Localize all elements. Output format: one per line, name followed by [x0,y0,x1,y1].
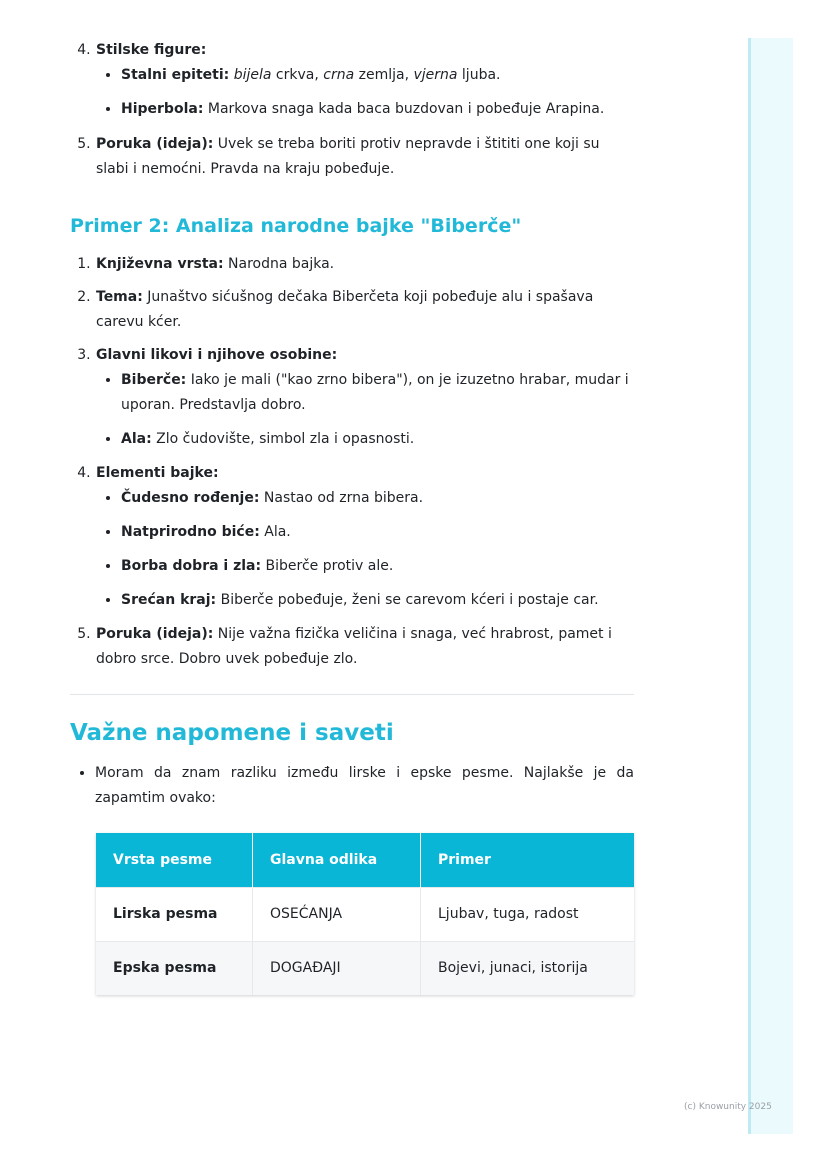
item-text: Nastao od zrna bibera. [259,490,424,506]
table-cell [96,888,253,942]
list-item [121,63,634,88]
item-text: Biberče protiv ale. [261,558,394,574]
list-item [121,520,634,545]
list-item: • Moram da znam razliku između lirske i epske pesme. Najlakše je da zapamtim ovako: [95,761,634,811]
table-cell: Bojevi, junaci, istorija [421,942,635,996]
item-label: Ala: [121,431,152,447]
comparison-table [96,833,634,995]
item-text: Markova snaga kada baca buzdovan i pobeđuje Arapina. [203,101,605,117]
table-header-cell: Primer [421,833,635,888]
footer-copyright: (c) Knowunity 2025 [684,1102,772,1112]
item-label: Natprirodno biće: [121,524,260,540]
italic-text: bijela [233,67,272,83]
sub-list-likovi [96,368,634,452]
list-item [121,97,634,122]
table-cell: Ljubav, tuga, radost [421,888,635,942]
item-text: Biberče pobeđuje, ženi se carevom kćeri i postaje car. [216,592,599,608]
item-label: Književna vrsta: [96,256,224,272]
list-item [95,461,634,613]
item-text: Zlo čudovište, simbol zla i opasnosti. [151,431,415,447]
item-label: Poruka (ideja): [96,626,214,642]
list-item [95,38,634,122]
item-text: Nije važna fizička veličina i snaga, već hrabrost, pamet i dobro srce. Dobro uvek pobeđuje zlo. [96,626,612,667]
item-label: Tema: [96,289,143,305]
table-row [96,942,634,996]
list-item [121,486,634,511]
table-header-cell: Glavna odlika [253,833,421,888]
item-text: ljuba. [457,67,501,83]
item-label: Elementi bajke: [96,465,219,481]
italic-text: crna [323,67,355,83]
table-cell-label: Lirska pesma [113,906,218,922]
item-text: Ala. [259,524,291,540]
part1-list [70,38,634,182]
table-cell [96,942,253,996]
section-heading: Važne napomene i saveti [70,720,394,746]
table-cell: OSEĆANJA [253,888,421,942]
item-label: Borba dobra i zla: [121,558,262,574]
table-cell-label: Epska pesma [113,960,217,976]
item-label: Srećan kraj: [121,592,217,608]
table-header-cell: Vrsta pesme [96,833,253,888]
section-heading: Primer 2: Analiza narodne bajke "Biberče" [70,215,522,237]
item-text: Narodna bajka. [223,256,335,272]
item-label: Čudesno rođenje: [121,490,260,506]
sidebar-strip [748,38,793,1134]
table-header-row [96,833,634,888]
document-content [70,38,634,995]
sub-list [96,63,634,122]
list-item [95,132,634,182]
list-item [121,588,634,613]
sub-list-elementi [96,486,634,613]
list-item [121,427,634,452]
item-text: crkva, [271,67,324,83]
item-label: Biberče: [121,372,187,388]
item-text: Uvek se treba boriti protiv nepravde i štititi one koji su slabi i nemoćni. Pravda na kraju pobeđuje. [96,136,600,177]
list-item [95,285,634,335]
section2-list [70,252,634,672]
italic-text: vjerna [413,67,458,83]
item-label: Glavni likovi i njihove osobine: [96,347,338,363]
list-item [121,368,634,418]
tips-list [70,761,634,811]
table-row [96,888,634,942]
item-label: Stilske figure: [96,42,207,58]
list-item [95,343,634,452]
divider [70,694,634,695]
list-item [121,554,634,579]
item-label: Poruka (ideja): [96,136,214,152]
item-label: Stalni epiteti: [121,67,230,83]
list-item [95,622,634,672]
item-text: zemlja, [354,67,414,83]
table-cell: DOGAĐAJI [253,942,421,996]
list-item [95,252,634,277]
item-text: Junaštvo sićušnog dečaka Biberčeta koji pobeđuje alu i spašava carevu kćer. [96,289,594,330]
item-text: Iako je mali ("kao zrno bibera"), on je izuzetno hrabar, mudar i uporan. Predstavlja dobro. [121,372,629,413]
item-label: Hiperbola: [121,101,204,117]
